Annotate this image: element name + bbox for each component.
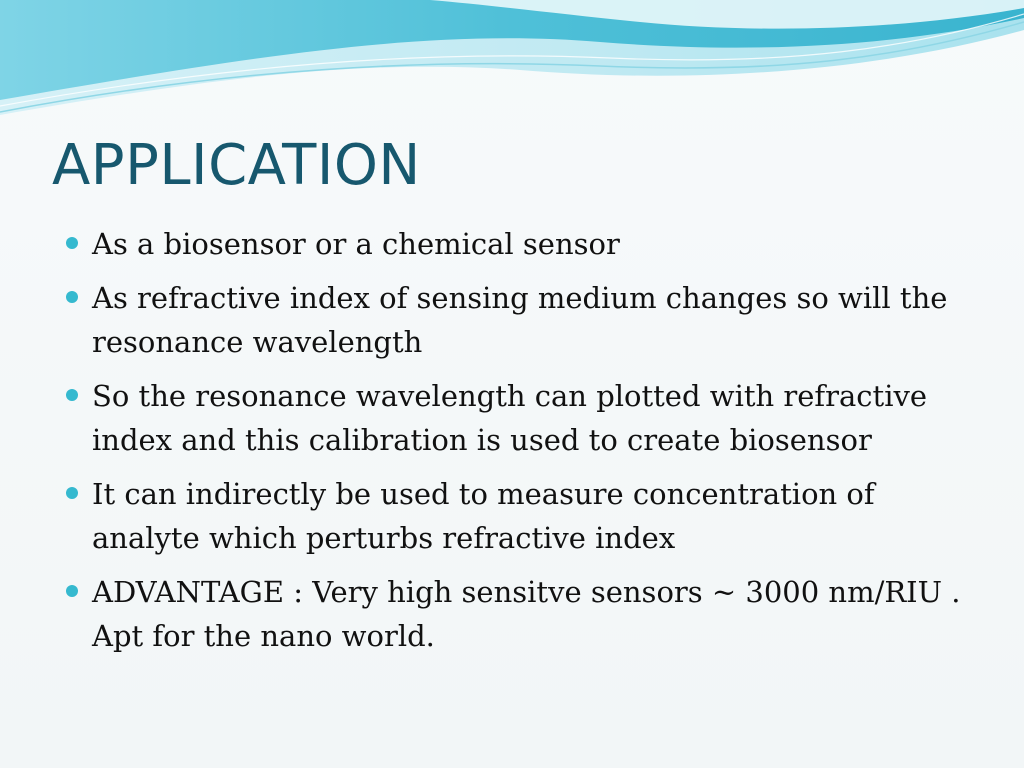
bullet-text: As a biosensor or a chemical sensor [92, 227, 620, 261]
bullet-dot-icon [66, 291, 78, 303]
slide-title: APPLICATION [52, 133, 421, 198]
bullet-text: ADVANTAGE : Very high sensitve sensors ~ 3000 nm/RIU . Apt for the nano world. [92, 575, 961, 653]
bullet-item [62, 472, 962, 560]
bullet-list [62, 222, 962, 668]
bullet-dot-icon [66, 585, 78, 597]
bullet-text: So the resonance wavelength can plotted with refractive index and this calibration is used to create biosensor [92, 379, 928, 457]
wave-header-decoration [0, 0, 1024, 130]
bullet-item [62, 222, 962, 266]
bullet-item [62, 374, 962, 462]
bullet-item [62, 570, 962, 658]
bullet-text: As refractive index of sensing medium changes so will the resonance wavelength [92, 281, 948, 359]
bullet-dot-icon [66, 389, 78, 401]
bullet-dot-icon [66, 237, 78, 249]
bullet-text: It can indirectly be used to measure concentration of analyte which perturbs refractive index [92, 477, 875, 555]
bullet-item [62, 276, 962, 364]
bullet-dot-icon [66, 487, 78, 499]
